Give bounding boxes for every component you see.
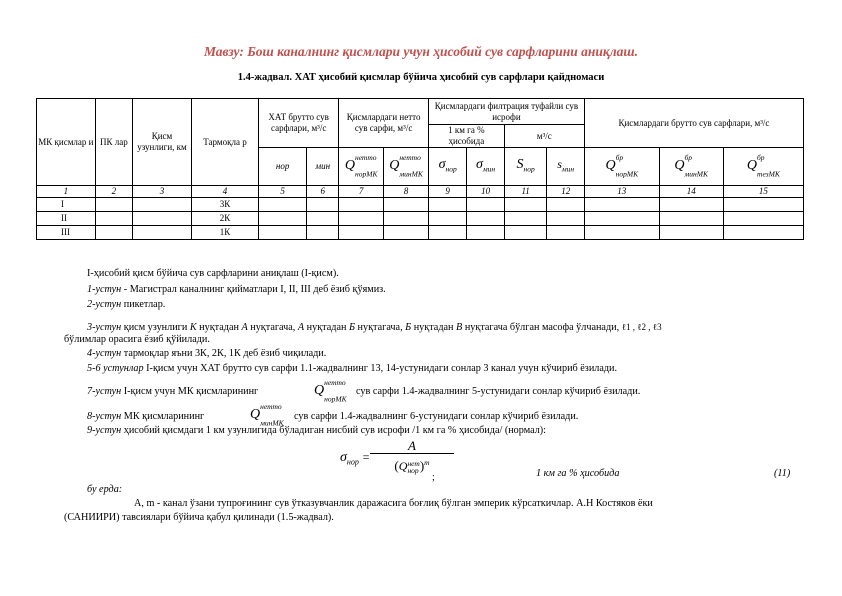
col-index: 13: [584, 186, 659, 198]
part-cell: I: [37, 198, 96, 212]
body-line-12: (САНИИРИ) тавсиялари бўйича қабул қилинади (1.5-жадвал).: [64, 512, 334, 523]
col-index: 11: [504, 186, 547, 198]
body-line-11: A, m - канал ўзани тупроғининг сув ўтказувчанлик даражасига боғлиқ бўлган эмперик кўрсаткичлар. А.Н Костяков ёки: [134, 498, 653, 509]
body-line-4: 3-устун қисм узунлиги К нуқтадан А нуқтагача, А нуқтадан Б нуқтагача, Б нуқтадан В нуқтагача бўлган масофа ўлчанади, ℓ1 , ℓ2 , ℓ3: [87, 322, 662, 333]
body-line-8-rest: сув сарфи 1.4-жадвалнинг 5-устунидаги сонлар кўчириб ёзилади.: [356, 386, 641, 397]
col-index: 3: [133, 186, 192, 198]
col-index: 2: [95, 186, 132, 198]
body-line-9: 8-устун МК қисмларининг: [87, 411, 205, 422]
part-cell: III: [37, 226, 96, 240]
col-index: 5: [259, 186, 307, 198]
col-index: 8: [384, 186, 429, 198]
formula-numerator: A: [408, 438, 416, 453]
symbol-s-min: $s_{мин}$: [547, 148, 584, 186]
symbol-q-netto-minmk: $Q^{нетто}$ $_{минМК}$: [384, 148, 429, 186]
col-index: 15: [723, 186, 803, 198]
branch-cell: 1К: [191, 226, 258, 240]
symbol-q-netto-minmk-inline: $Q^{нетто}$ $_{минМК}$: [250, 402, 284, 428]
table-row: [37, 212, 804, 226]
col-header-min: мин: [307, 148, 339, 186]
col-header-nor: нор: [259, 148, 307, 186]
branch-cell: 3К: [191, 198, 258, 212]
symbol-q-netto-normk-inline: $Q^{нетто}$ $_{норМК}$: [314, 378, 347, 404]
symbol-q-netto-normk: $Q^{нетто}$ $_{норМК}$: [339, 148, 384, 186]
col-header-pk: ПК лар: [95, 99, 132, 186]
part-cell: II: [37, 212, 96, 226]
symbol-sigma-min: $\sigma_{мин}$: [467, 148, 504, 186]
col-header-length: Қисм узунлиги, км: [133, 99, 192, 186]
body-line-5: бўлимлар орасига ёзиб қўйилади.: [64, 334, 210, 345]
symbol-q-br-minmk: $Q^{бр}$ $_{минМК}$: [659, 148, 723, 186]
col-index: 4: [191, 186, 258, 198]
symbol-sigma-nor: $\sigma_{нор}$: [428, 148, 466, 186]
topic-title: Мавзу: Бош каналнинг қисмлари учун ҳисобий сув сарфларини аниқлаш.: [203, 44, 639, 59]
formula-lhs: $\sigma_{нор}$ =: [340, 450, 370, 467]
col-index: 14: [659, 186, 723, 198]
symbol-s-nor: $S_{нор}$: [504, 148, 547, 186]
col-index: 7: [339, 186, 384, 198]
formula-semicolon: ;: [432, 472, 435, 483]
body-line-9-rest: сув сарфи 1.4-жадвалнинг 6-устунидаги сонлар кўчириб ёзилади.: [294, 411, 579, 422]
body-line-6: 4-устун тармоқлар яъни 3К, 2К, 1К деб ёзиб чиқилади.: [87, 348, 327, 359]
body-line-3: 2-устун пикетлар.: [87, 299, 166, 310]
col-header-per-km: 1 км га % ҳисобида: [428, 125, 504, 148]
col-header-gross: ХАТ брутто сув сарфлари, м³/с: [259, 99, 339, 148]
column-index-row: [37, 186, 804, 198]
body-line-7: 5-6 устунлар I-қисм учун ХАТ брутто сув сарфи 1.1-жадвалнинг 13, 14-устунидаги сонлар 3 канал учун кўчириб ёзилади.: [87, 363, 618, 374]
body-line-2: 1-устун - Магистрал каналнинг қийматлари I, II, III деб ёзиб қўямиз.: [87, 284, 386, 295]
formula-fraction: [368, 438, 456, 475]
table-row: [37, 198, 804, 212]
col-index: 9: [428, 186, 466, 198]
col-header-branch: Тармоқла р: [191, 99, 258, 186]
col-header-mk: МК қисмлар и: [37, 99, 96, 186]
body-line-10: 9-устун ҳисобий қисмдаги 1 км узунлигида бўладиган нисбий сув исрофи /1 км га % ҳисобида/ (нормал):: [87, 425, 547, 436]
symbol-q-br-normk: $Q^{бр}$ $_{норМК}$: [584, 148, 659, 186]
col-index: 12: [547, 186, 584, 198]
water-discharge-table: [36, 98, 804, 240]
col-index: 10: [467, 186, 504, 198]
branch-cell: 2К: [191, 212, 258, 226]
table-caption: 1.4-жадвал. ХАТ ҳисобий қисмлар бўйича ҳисобий сув сарфлари қайдномаси: [237, 72, 605, 83]
body-line-8: 7-устун I-қисм учун МК қисмларининг: [87, 386, 259, 397]
col-header-m3s: м³/с: [504, 125, 584, 148]
col-header-filtration: Қисмлардаги филтрация туфайли сув исрофи: [428, 99, 584, 125]
formula-number: (11): [774, 468, 791, 479]
col-header-net: Қисмлардаги нетто сув сарфи, м³/с: [339, 99, 429, 148]
col-header-gross-parts: Қисмлардаги брутто сув сарфлари, м³/с: [584, 99, 803, 148]
col-index: 6: [307, 186, 339, 198]
symbol-q-br-tezmk: $Q^{бр}$ $_{тезМК}$: [723, 148, 803, 186]
col-index: 1: [37, 186, 96, 198]
formula-denominator: (Qнет нор)$^m$: [394, 458, 430, 476]
where-label: бу ерда:: [87, 484, 123, 495]
body-line-1: I-ҳисобий қисм бўйича сув сарфларини аниқлаш (I-қисм).: [87, 268, 339, 279]
formula-unit: 1 км га % ҳисобида: [536, 468, 620, 479]
table-row: [37, 226, 804, 240]
